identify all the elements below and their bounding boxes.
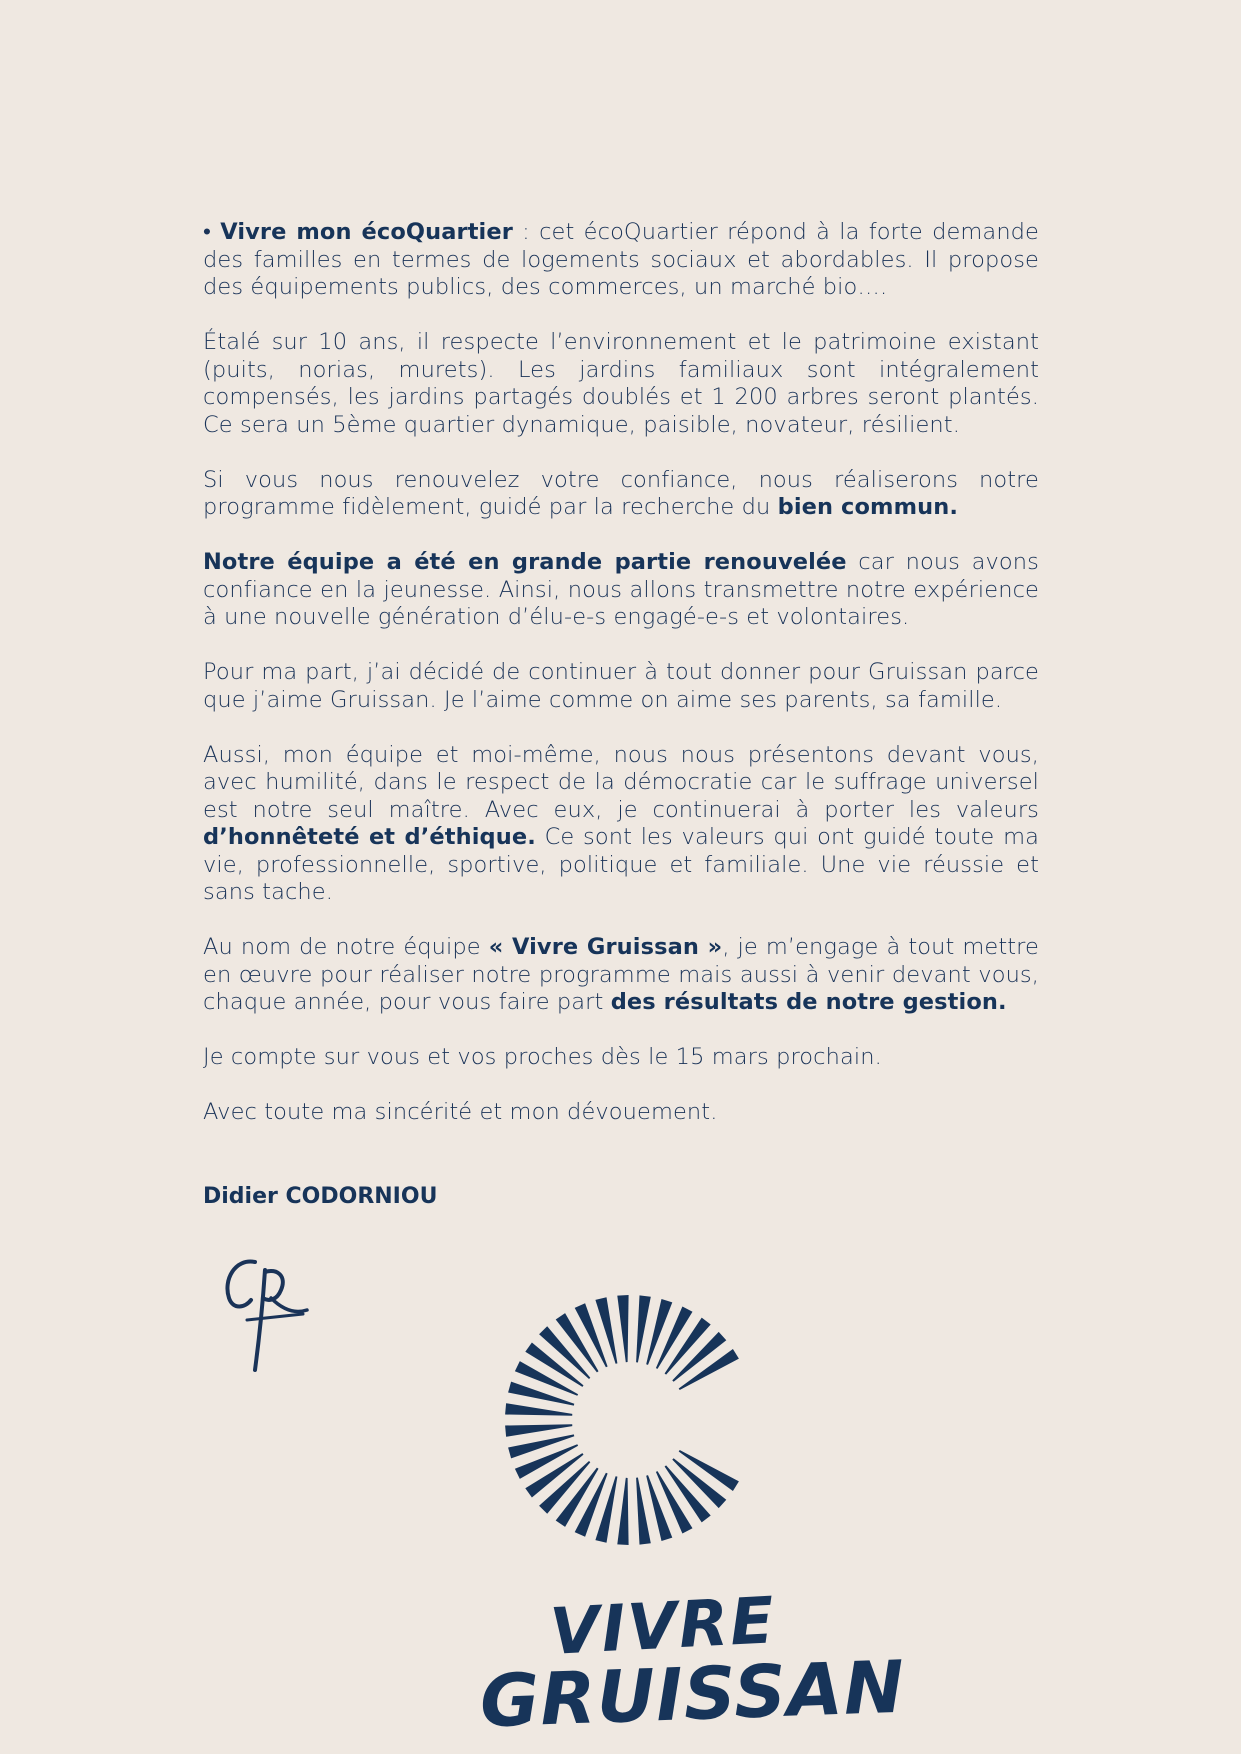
date-text: Je compte sur vous et vos proches dès le 15 mars prochain.: [203, 1044, 882, 1070]
handwritten-signature-icon: [215, 1250, 325, 1380]
sunburst-ray: [646, 1475, 672, 1541]
ecoquartier-heading: Vivre mon écoQuartier: [220, 219, 513, 245]
sunburst-ray: [617, 1478, 628, 1545]
management-results: des résultats de notre gestion.: [610, 989, 1007, 1015]
commitment-text-2: , je m’engage à tout mettre en œuvre pour réaliser notre programme mais aussi à venir devant vous, chaque année, pour vous faire part: [203, 934, 1039, 1015]
logo-line-gruissan: GRUISSAN: [478, 1644, 907, 1744]
environment-text: Étalé sur 10 ans, il respecte l’environnement et le patrimoine existant (puits, norias, murets). Les jardins familiaux sont intégralement compensés, les jardins partagés doublés et 1 200 arbres seront plantés. Ce sera un 5ème quartier dynamique, paisible, novateur, résilient.: [203, 329, 1039, 438]
sunburst-ray: [595, 1476, 617, 1543]
logo-line-vivre: VIVRE: [548, 1584, 778, 1670]
signatory-name: Didier CODORNIOU: [203, 1184, 438, 1209]
team-renewed: Notre équipe a été en grande partie renouvelée: [203, 549, 847, 575]
personal-text: Pour ma part, j’ai décidé de continuer à tout donner pour Gruissan parce que j’aime Gruissan. Je l’aime comme on aime ses parents, sa famille.: [203, 659, 1039, 713]
bien-commun: bien commun.: [777, 494, 959, 520]
values-text-2: Ce sont les valeurs qui ont guidé toute ma vie, professionnelle, sportive, politique et familiale. Une vie réussie et sans tache.: [203, 824, 1039, 905]
paragraph-date: [203, 1044, 1039, 1072]
sunburst-ray: [508, 1382, 574, 1406]
ecoquartier-text: : cet écoQuartier répond à la forte demande des familles en termes de logements sociaux et abordables. Il propose des équipements publics, des commerces, un marché bio….: [203, 219, 1039, 300]
values-bold: d’honnêteté et d’éthique.: [203, 824, 536, 850]
paragraph-closing: [203, 1099, 1039, 1127]
paragraph-confidence: [203, 467, 1039, 522]
vivre-gruissan-logo: [470, 1584, 907, 1744]
commitment-text-1: Au nom de notre équipe: [203, 934, 489, 960]
closing-text: Avec toute ma sincérité et mon dévouement.: [203, 1099, 718, 1125]
paragraph-commitment: [203, 934, 1039, 1017]
bullet: •: [203, 219, 221, 245]
sunburst-ray: [636, 1295, 651, 1362]
sunburst-ray: [505, 1403, 572, 1416]
sunburst-ray: [595, 1297, 617, 1364]
sunburst-ray: [617, 1295, 628, 1362]
confidence-text: Si vous nous renouvelez votre confiance, nous réaliserons notre programme fidèlement, guidé par la recherche du: [203, 466, 1039, 520]
sunburst-c-icon: [505, 1290, 755, 1550]
team-name: « Vivre Gruissan »: [488, 934, 723, 960]
sunburst-ray: [636, 1478, 651, 1545]
paragraph-team: [203, 549, 1039, 632]
paragraph-values: [203, 742, 1039, 907]
sunburst-ray: [508, 1434, 574, 1458]
letter-body: [203, 219, 1039, 1154]
sunburst-ray: [646, 1299, 672, 1365]
paragraph-environment: [203, 329, 1039, 439]
paragraph-ecoquartier: [203, 219, 1039, 302]
sunburst-ray: [505, 1424, 572, 1437]
paragraph-personal: [203, 659, 1039, 714]
team-text: car nous avons confiance en la jeunesse. Ainsi, nous allons transmettre notre expérience à une nouvelle génération d’élu-e-s engagé-e-s et volontaires.: [203, 549, 1039, 630]
values-text-1: Aussi, mon équipe et moi-même, nous nous présentons devant vous, avec humilité, dans le respect de la démocratie car le suffrage universel est notre seul maître. Avec eux, je continuerai à porter les valeurs: [203, 741, 1039, 823]
